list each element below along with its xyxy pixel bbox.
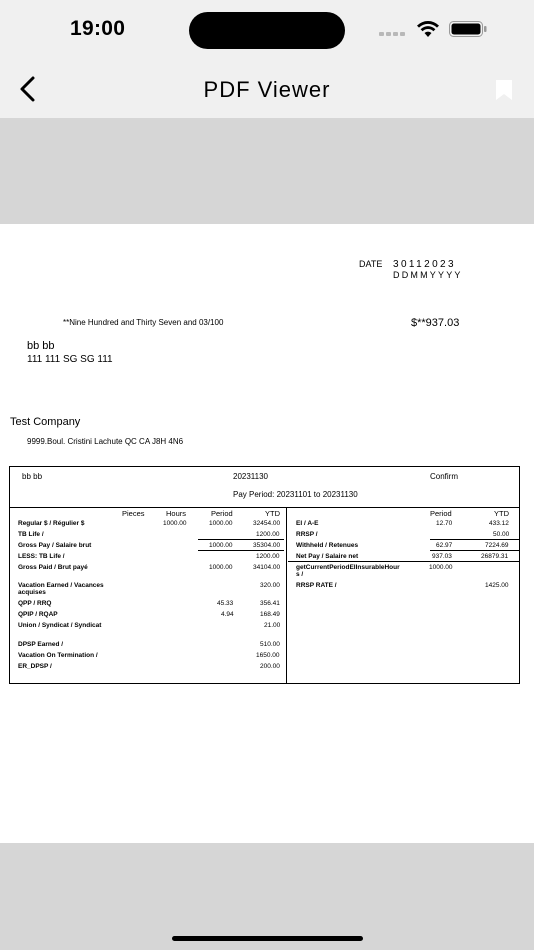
row-label: LESS: TB Life /	[18, 553, 65, 560]
row-label: QPIP / RQAP	[18, 611, 58, 618]
cellular-signal-icon	[379, 32, 407, 36]
row-period: 1000.00	[429, 564, 453, 571]
nav-bar	[0, 60, 534, 118]
row-label: Vacation On Termination /	[18, 652, 98, 659]
row-label: RRSP /	[296, 531, 318, 538]
row-ytd: 26879.31	[481, 553, 509, 560]
row-label: QPP / RRQ	[18, 600, 52, 607]
stub-employee: bb bb	[22, 472, 43, 481]
company-name: Test Company	[10, 416, 81, 428]
date-value: 30112023	[393, 259, 456, 270]
row-period: 1000.00	[209, 520, 233, 527]
row-label: TB Life /	[18, 531, 44, 538]
page-title: PDF Viewer	[203, 77, 331, 102]
status-bar	[0, 0, 534, 60]
col-period-header: Period	[211, 509, 233, 518]
row-ytd: 35304.00	[253, 542, 281, 549]
underline	[430, 550, 519, 551]
underline	[430, 539, 519, 540]
row-period: 4.94	[221, 611, 234, 618]
row-ytd: 433.12	[489, 520, 509, 527]
row-ytd: 1200.00	[256, 553, 280, 560]
row-ytd: 320.00	[260, 582, 280, 589]
row-label: Withheld / Retenues	[296, 542, 359, 549]
home-indicator[interactable]	[172, 936, 363, 941]
row-label: RRSP RATE /	[296, 582, 337, 589]
row-period: 1000.00	[209, 542, 233, 549]
divider	[286, 507, 287, 683]
wifi-icon	[417, 20, 439, 38]
stub-status: Confirm	[430, 472, 459, 481]
col-hours-header: Hours	[166, 509, 187, 518]
row-label: Regular $ / Régulier $	[18, 520, 85, 527]
stub-pay-period: Pay Period: 20231101 to 20231130	[233, 490, 358, 499]
col-pieces-header: Pieces	[122, 509, 145, 518]
battery-icon	[449, 21, 487, 37]
payee-address: 111 111 SG SG 111	[27, 354, 113, 365]
row-label: EI / A-E	[296, 520, 319, 527]
row-ytd: 32454.00	[253, 520, 281, 527]
underline	[198, 550, 284, 551]
col-ytd-header: YTD	[265, 509, 280, 518]
row-ytd: 1425.00	[485, 582, 509, 589]
viewer-background-bottom	[0, 843, 534, 950]
row-period: 937.03	[432, 553, 452, 560]
row-ytd: 21.00	[264, 622, 281, 629]
row-ytd: 200.00	[260, 663, 280, 670]
col-ytd-header-right: YTD	[494, 509, 509, 518]
row-label: DPSP Earned /	[18, 641, 64, 648]
row-period: 45.33	[217, 600, 234, 607]
viewer-background-top	[0, 118, 534, 224]
amount-in-words: **Nine Hundred and Thirty Seven and 03/100	[63, 318, 224, 327]
company-address: 9999.Boul. Cristini Lachute QC CA J8H 4N6	[27, 437, 184, 446]
cheque-amount: $**937.03	[411, 317, 460, 329]
row-period: 62.97	[436, 542, 453, 549]
row-period: 12.70	[436, 520, 453, 527]
row-ytd: 1200.00	[256, 531, 280, 538]
date-label: DATE	[359, 259, 383, 269]
row-ytd: 34104.00	[253, 564, 281, 571]
row-period: 1000.00	[209, 564, 233, 571]
row-ytd: 1650.00	[256, 652, 280, 659]
underline	[288, 561, 519, 562]
row-ytd: 356.41	[260, 600, 280, 607]
row-label: ER_DPSP /	[18, 663, 52, 670]
row-label: Gross Pay / Salaire brut	[18, 542, 92, 549]
row-ytd: 50.00	[493, 531, 510, 538]
status-time: 19:00	[70, 17, 126, 40]
row-label: Vacation Earned / Vacances	[18, 582, 104, 589]
row-label-continued: s /	[296, 571, 304, 578]
row-label: Gross Paid / Brut payé	[18, 564, 88, 571]
underline	[198, 539, 284, 540]
bookmark-icon[interactable]	[495, 79, 513, 101]
pay-stub-table	[9, 466, 520, 684]
row-ytd: 7224.69	[485, 542, 509, 549]
row-label: Union / Syndicat / Syndicat	[18, 622, 102, 629]
row-hours: 1000.00	[163, 520, 187, 527]
stub-pay-date: 20231130	[233, 472, 268, 481]
row-label-continued: acquises	[18, 589, 46, 596]
row-label: getCurrentPeriodEIInsurableHour	[296, 564, 400, 571]
row-ytd: 510.00	[260, 641, 280, 648]
payee-name: bb bb	[27, 340, 55, 352]
row-ytd: 168.49	[260, 611, 280, 618]
dynamic-island	[189, 12, 345, 49]
col-period-header-right: Period	[430, 509, 452, 518]
pdf-page[interactable]	[0, 224, 534, 844]
date-format: DDMMYYYY	[393, 270, 463, 280]
row-label: Net Pay / Salaire net	[296, 553, 359, 560]
divider	[10, 507, 519, 508]
